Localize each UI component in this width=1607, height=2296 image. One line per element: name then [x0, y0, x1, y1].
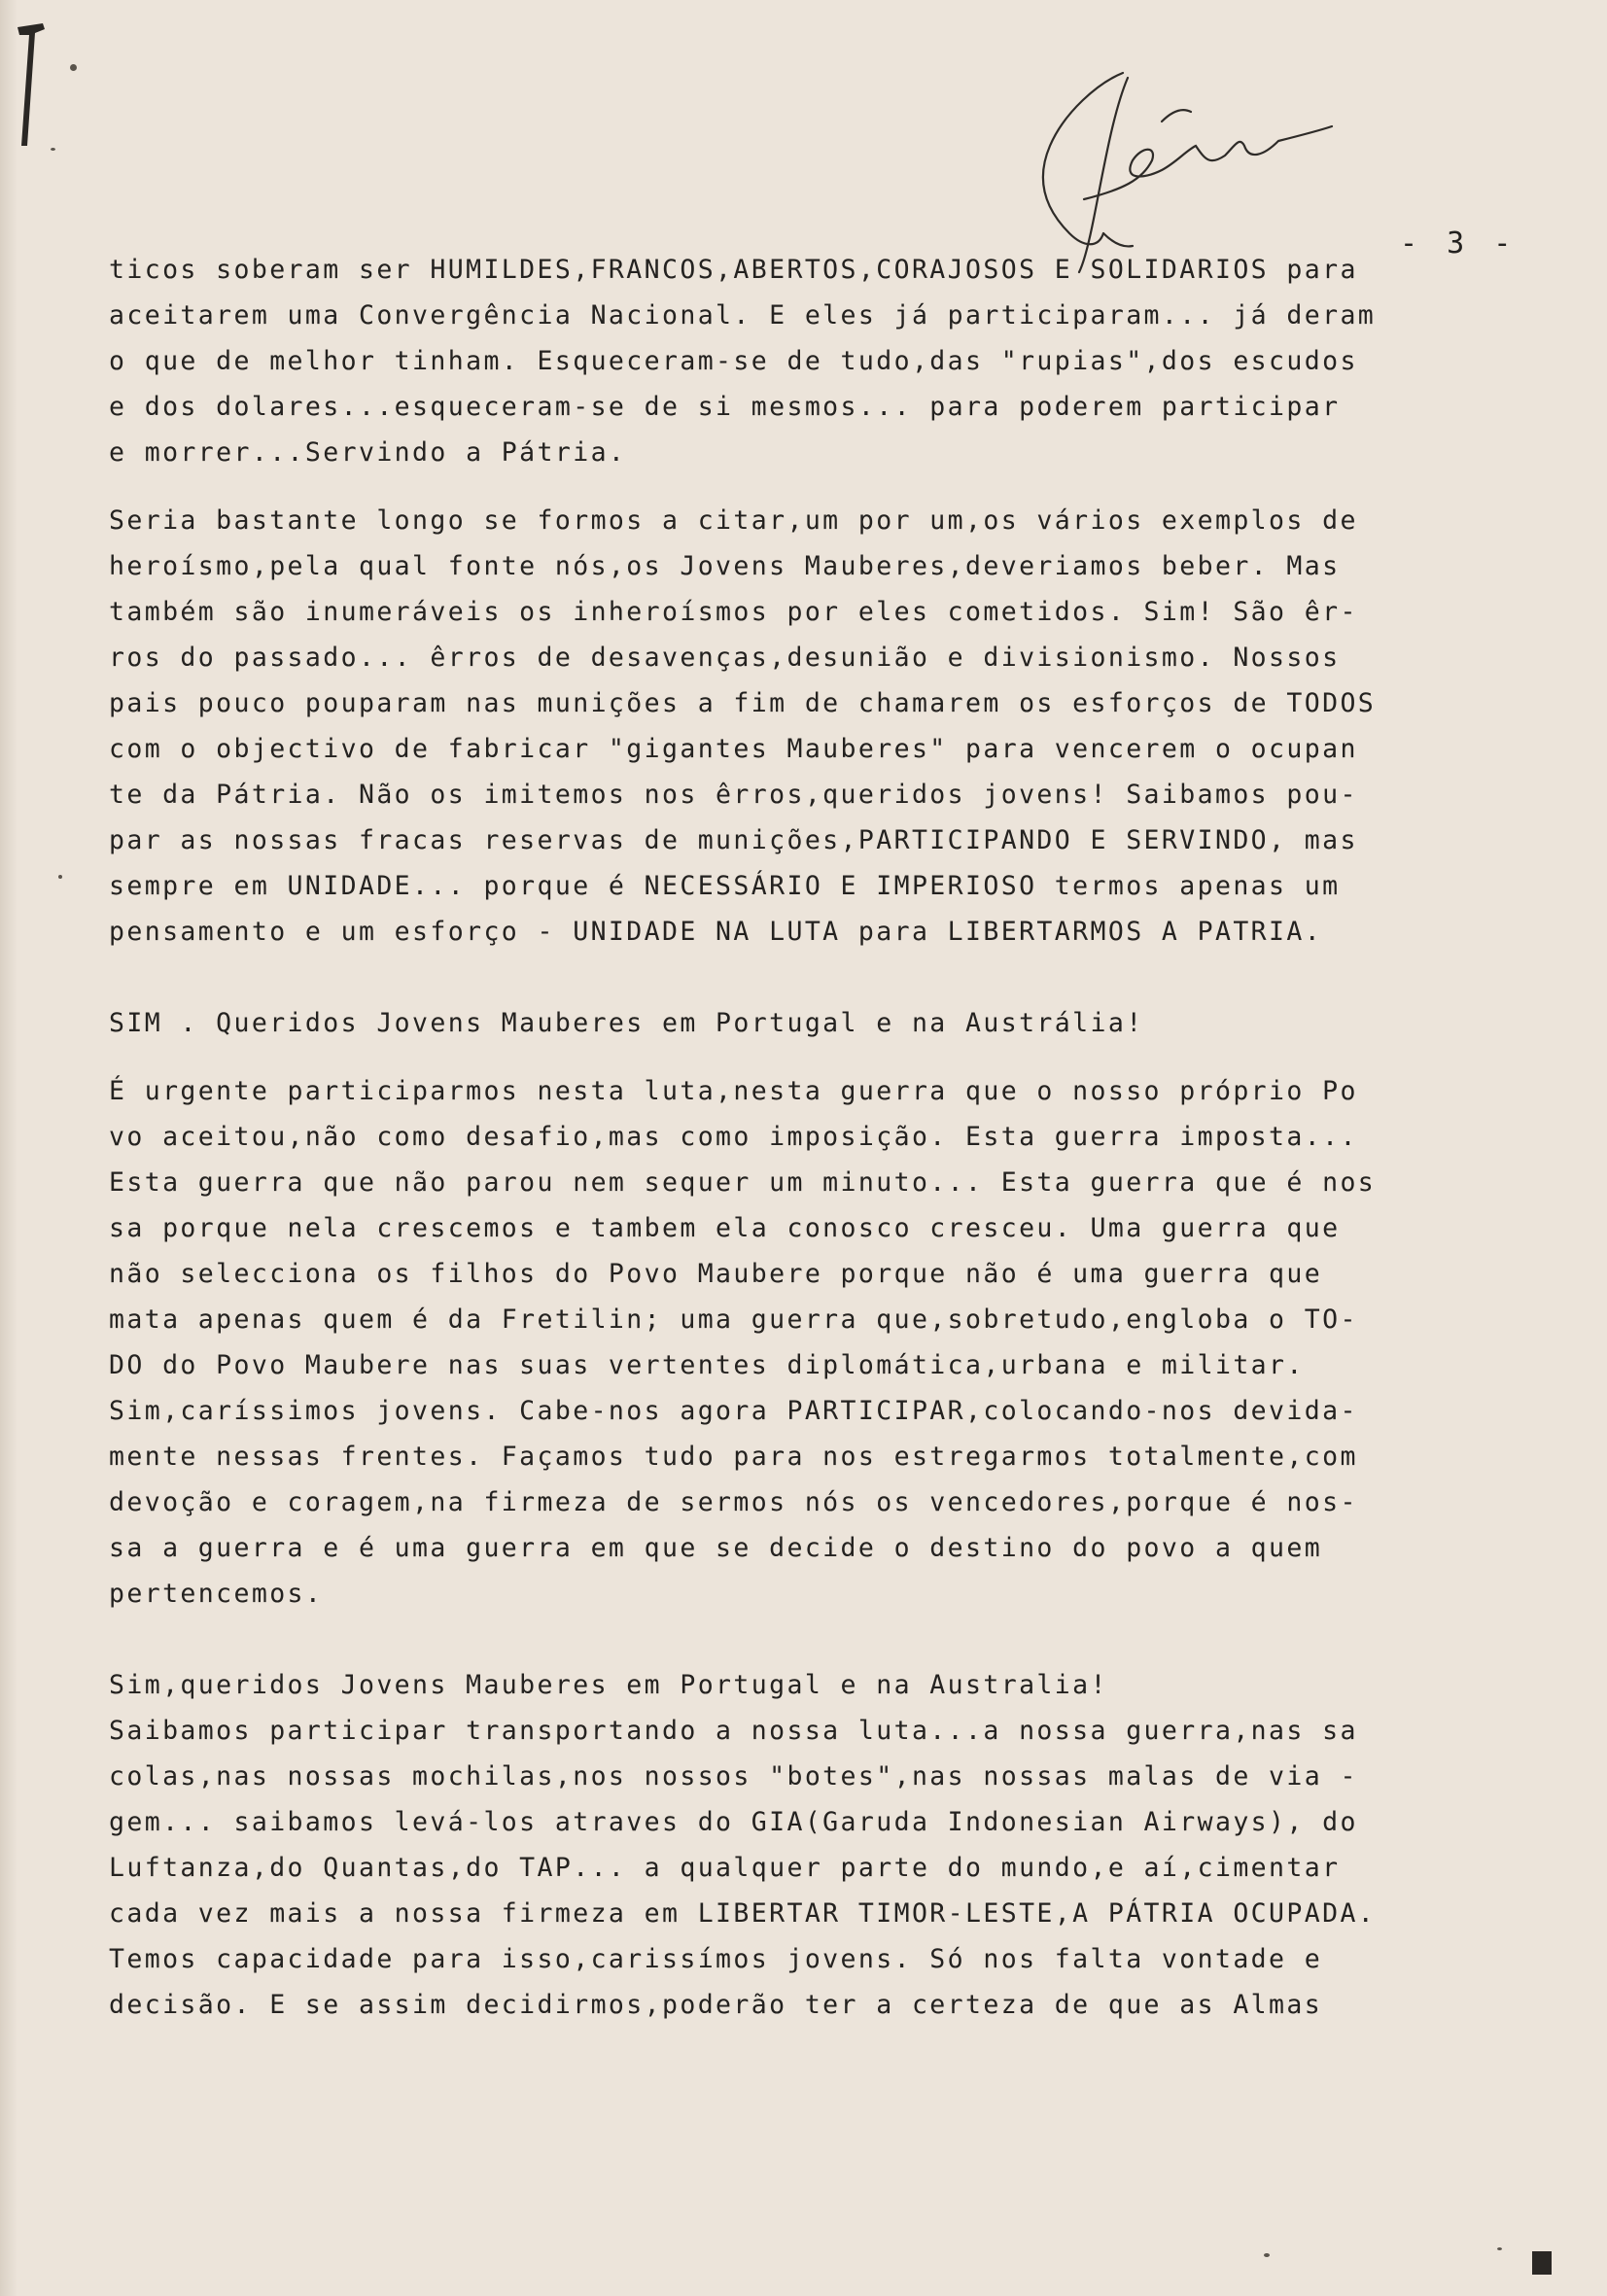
text-line: Esta guerra que não parou nem sequer um minuto... Esta guerra que é nos: [109, 1167, 1377, 1198]
text-line: ros do passado... êrros de desavenças,desunião e divisionismo. Nossos: [109, 643, 1341, 673]
text-line: aceitarem uma Convergência Nacional. E eles já participaram... já deram: [109, 300, 1377, 330]
text-line: DO do Povo Maubere nas suas vertentes diplomática,urbana e militar.: [109, 1350, 1305, 1380]
text-line: Seria bastante longo se formos a citar,um por um,os vários exemplos de: [109, 505, 1358, 536]
text-line: ticos soberam ser HUMILDES,FRANCOS,ABERTOS,CORAJOSOS E SOLIDARIOS para: [109, 255, 1358, 285]
page-number: - 3 -: [1400, 226, 1518, 261]
ink-speck: [51, 148, 55, 151]
text-line: mata apenas quem é da Fretilin; uma guerra que,sobretudo,engloba o TO-: [109, 1305, 1358, 1335]
ink-speck: [58, 875, 62, 879]
page-edge-shadow: [0, 0, 17, 2296]
text-line: o que de melhor tinham. Esqueceram-se de tudo,das "rupias",dos escudos: [109, 346, 1358, 376]
text-line: vo aceitou,não como desafio,mas como imposição. Esta guerra imposta...: [109, 1122, 1358, 1152]
text-line: par as nossas fracas reservas de munições,PARTICIPANDO E SERVINDO, mas: [109, 825, 1358, 855]
text-line: sa a guerra e é uma guerra em que se decide o destino do povo a quem: [109, 1533, 1323, 1563]
ink-speck: [1497, 2247, 1502, 2250]
text-line: SIM . Queridos Jovens Mauberes em Portugal e na Austrália!: [109, 1008, 1144, 1038]
text-line: Temos capacidade para isso,carissímos jovens. Só nos falta vontade e: [109, 1944, 1323, 1974]
text-line: pertencemos.: [109, 1579, 324, 1609]
text-line: pensamento e um esforço - UNIDADE NA LUTA para LIBERTARMOS A PATRIA.: [109, 917, 1323, 947]
text-line: Sim,caríssimos jovens. Cabe-nos agora PARTICIPAR,colocando-nos devida-: [109, 1396, 1358, 1426]
text-line: pais pouco pouparam nas munições a fim de chamarem os esforços de TODOS: [109, 688, 1377, 718]
text-line: cada vez mais a nossa firmeza em LIBERTAR TIMOR-LESTE,A PÁTRIA OCUPADA.: [109, 1898, 1377, 1929]
text-line: não selecciona os filhos do Povo Maubere porque não é uma guerra que: [109, 1259, 1323, 1289]
ink-speck: [70, 64, 77, 71]
ink-speck: [1264, 2253, 1270, 2257]
text-line: devoção e coragem,na firmeza de sermos nós os vencedores,porque é nos-: [109, 1487, 1358, 1517]
text-line: Sim,queridos Jovens Mauberes em Portugal e na Australia!: [109, 1670, 1108, 1700]
text-line: heroísmo,pela qual fonte nós,os Jovens Mauberes,deveriamos beber. Mas: [109, 551, 1341, 581]
handwritten-signature: [1006, 53, 1356, 282]
text-line: mente nessas frentes. Façamos tudo para nos estregarmos totalmente,com: [109, 1442, 1358, 1472]
text-line: Luftanza,do Quantas,do TAP... a qualquer parte do mundo,e aí,cimentar: [109, 1853, 1341, 1883]
text-line: sa porque nela crescemos e tambem ela conosco cresceu. Uma guerra que: [109, 1213, 1341, 1243]
text-line: É urgente participarmos nesta luta,nesta guerra que o nosso próprio Po: [109, 1076, 1358, 1106]
text-line: e morrer...Servindo a Pátria.: [109, 437, 627, 468]
ink-blot: [1524, 2245, 1559, 2280]
corner-ink-mark: [14, 19, 56, 156]
text-line: colas,nas nossas mochilas,nos nossos "botes",nas nossas malas de via -: [109, 1761, 1358, 1792]
text-line: te da Pátria. Não os imitemos nos êrros,queridos jovens! Saibamos pou-: [109, 780, 1358, 810]
text-line: e dos dolares...esqueceram-se de si mesmos... para poderem participar: [109, 392, 1341, 422]
text-line: também são inumeráveis os inheroísmos por eles cometidos. Sim! São êr-: [109, 597, 1358, 627]
text-line: Saibamos participar transportando a nossa luta...a nossa guerra,nas sa: [109, 1716, 1358, 1746]
text-line: gem... saibamos levá-los atraves do GIA(Garuda Indonesian Airways), do: [109, 1807, 1358, 1837]
text-line: com o objectivo de fabricar "gigantes Mauberes" para vencerem o ocupan: [109, 734, 1358, 764]
text-line: sempre em UNIDADE... porque é NECESSÁRIO E IMPERIOSO termos apenas um: [109, 871, 1341, 901]
text-line: decisão. E se assim decidirmos,poderão ter a certeza de que as Almas: [109, 1990, 1323, 2020]
